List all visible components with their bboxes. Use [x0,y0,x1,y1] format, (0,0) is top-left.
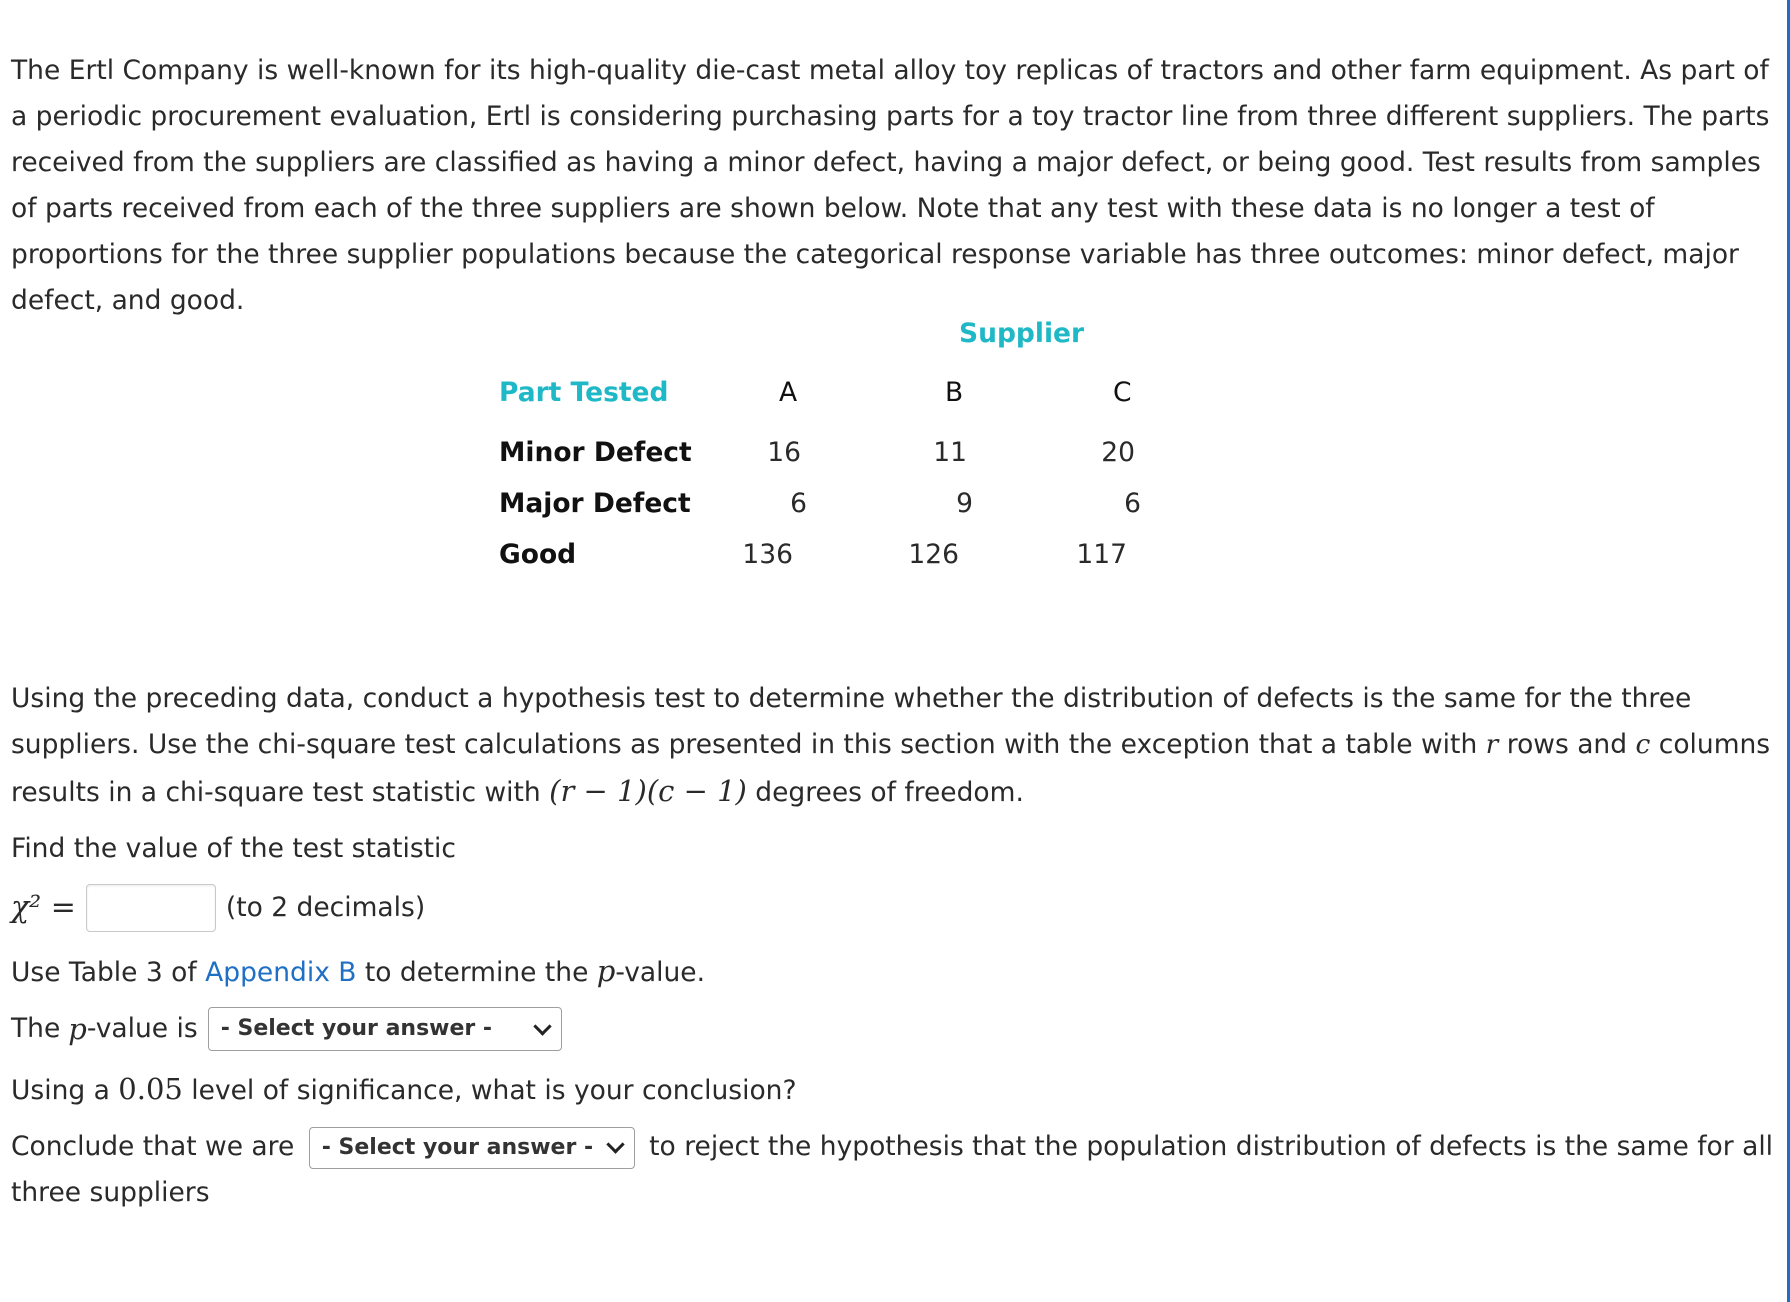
table-cell: 20 [1101,437,1135,468]
table-cell: 11 [933,437,967,468]
conclusion-select-text: - Select your answer - [321,1134,594,1160]
conclusion-text: Conclude that we are [11,1131,295,1162]
p-value-row [11,1006,1781,1052]
significance-text: level of significance, what is your conclusion? [182,1075,797,1106]
instructions-text: Using the preceding data, conduct a hypothesis test to determine whether the distribution of defects is the same for the three suppliers. Use the chi-square test calculations as presented in this section with the exception that a table with [11,683,1692,760]
conclusion-text: to reject the hypothesis that the population distribution of defects is the same for all three suppliers [11,1131,1774,1208]
table-reference-line [11,948,1781,996]
table-cell: 16 [767,437,801,468]
p-value-label: The [11,1013,61,1044]
column-header-b: B [945,377,964,408]
column-header-c: C [1113,377,1132,408]
chevron-down-icon [606,1135,624,1153]
conclusion-select[interactable] [309,1127,635,1169]
table-cell: 117 [1076,539,1127,570]
supplier-header: Supplier [959,318,1085,349]
decimals-hint: (to 2 decimals) [225,892,426,923]
table-cell: 9 [956,488,973,519]
row-label-good: Good [499,539,577,570]
chi-square-row [11,884,1781,932]
instructions-text: columns results in a chi-square test statistic with [11,729,1771,808]
significance-level: 0.05 [118,1072,183,1106]
chi-square-input[interactable] [86,884,216,932]
p-value-label: -value is [86,1013,198,1044]
table-ref-text: Use Table 3 of [11,957,206,988]
p-value-select[interactable] [208,1007,562,1051]
significance-line [11,1066,1781,1114]
intro-paragraph: The Ertl Company is well-known for its high-quality die-cast metal alloy toy replicas of tractors and other farm equipment. As part of a periodic procurement evaluation, Ertl is considering purchasing parts for a toy tractor line from three different suppliers. The parts received from the suppliers are classified as having a minor defect, having a major defect, or being good. Test results from samples of parts received from each of the three suppliers are shown below. Note that any test with these data is no longer a test of proportions for the three supplier populations because the categorical response variable has three outcomes: minor defect, major defect, and good. [11,55,1770,316]
supplier-table [499,318,1239,660]
part-tested-header: Part Tested [499,377,669,408]
math-c: c [1635,729,1651,760]
row-label-minor-defect: Minor Defect [499,437,692,468]
table-ref-text: to determine the [356,957,597,988]
column-header-a: A [779,377,798,408]
appendix-b-link[interactable]: Appendix B [205,957,357,988]
find-statistic-label: Find the value of the test statistic [11,833,456,864]
table-cell: 126 [908,539,959,570]
conclusion-row [11,1124,1781,1216]
math-p: p [596,954,616,988]
instructions-text: rows and [1498,729,1636,760]
significance-text: Using a [11,1075,119,1106]
instructions-paragraph [11,676,1781,816]
table-ref-text: -value. [615,957,706,988]
row-label-major-defect: Major Defect [499,488,691,519]
chevron-down-icon [533,1017,551,1035]
instructions-text: degrees of freedom. [746,777,1024,808]
math-r: r [1485,729,1499,760]
table-cell: 136 [742,539,793,570]
table-cell: 6 [790,488,807,519]
chi-square-symbol: χ² = [11,890,76,925]
math-p: p [68,1012,87,1046]
p-value-select-text: - Select your answer - [220,1016,493,1041]
table-cell: 6 [1124,488,1141,519]
math-degrees-of-freedom: (r − 1)(c − 1) [549,774,747,808]
